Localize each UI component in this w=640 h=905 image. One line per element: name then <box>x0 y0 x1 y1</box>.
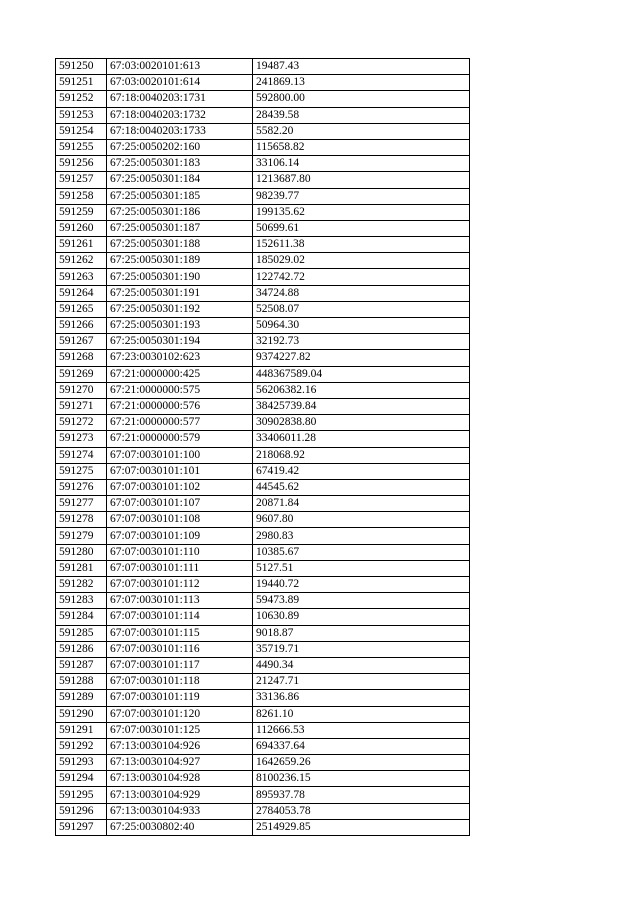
table-row <box>56 91 470 107</box>
row-number-cell: 591270 <box>56 382 107 398</box>
table-row <box>56 334 470 350</box>
table-row <box>56 722 470 738</box>
row-number-cell: 591281 <box>56 560 107 576</box>
table-row <box>56 188 470 204</box>
cadastral-number-cell: 67:07:0030101:102 <box>107 479 253 495</box>
cadastral-number-cell: 67:07:0030101:125 <box>107 722 253 738</box>
value-cell: 1213687.80 <box>253 172 470 188</box>
value-cell: 5582.20 <box>253 123 470 139</box>
row-number-cell: 591265 <box>56 301 107 317</box>
value-cell: 33136.86 <box>253 690 470 706</box>
value-cell: 19487.43 <box>253 59 470 75</box>
cadastral-number-cell: 67:07:0030101:112 <box>107 577 253 593</box>
row-number-cell: 591253 <box>56 107 107 123</box>
row-number-cell: 591280 <box>56 544 107 560</box>
value-cell: 9374227.82 <box>253 350 470 366</box>
table-row <box>56 350 470 366</box>
value-cell: 9018.87 <box>253 625 470 641</box>
cadastral-number-cell: 67:25:0050301:194 <box>107 334 253 350</box>
value-cell: 694337.64 <box>253 738 470 754</box>
row-number-cell: 591271 <box>56 398 107 414</box>
row-number-cell: 591297 <box>56 819 107 835</box>
value-cell: 1642659.26 <box>253 755 470 771</box>
cadastral-number-cell: 67:21:0000000:577 <box>107 415 253 431</box>
table-row <box>56 318 470 334</box>
cadastral-number-cell: 67:25:0050301:193 <box>107 318 253 334</box>
table-row <box>56 59 470 75</box>
row-number-cell: 591295 <box>56 787 107 803</box>
cadastral-number-cell: 67:21:0000000:576 <box>107 398 253 414</box>
cadastral-number-cell: 67:07:0030101:110 <box>107 544 253 560</box>
row-number-cell: 591254 <box>56 123 107 139</box>
value-cell: 218068.92 <box>253 447 470 463</box>
cadastral-number-cell: 67:18:0040203:1731 <box>107 91 253 107</box>
row-number-cell: 591288 <box>56 674 107 690</box>
row-number-cell: 591255 <box>56 139 107 155</box>
cadastral-number-cell: 67:25:0050301:188 <box>107 237 253 253</box>
row-number-cell: 591267 <box>56 334 107 350</box>
value-cell: 28439.58 <box>253 107 470 123</box>
value-cell: 32192.73 <box>253 334 470 350</box>
row-number-cell: 591266 <box>56 318 107 334</box>
value-cell: 30902838.80 <box>253 415 470 431</box>
value-cell: 2784053.78 <box>253 803 470 819</box>
value-cell: 10385.67 <box>253 544 470 560</box>
table-row <box>56 560 470 576</box>
value-cell: 52508.07 <box>253 301 470 317</box>
value-cell: 4490.34 <box>253 657 470 673</box>
row-number-cell: 591296 <box>56 803 107 819</box>
row-number-cell: 591269 <box>56 366 107 382</box>
value-cell: 2514929.85 <box>253 819 470 835</box>
value-cell: 185029.02 <box>253 253 470 269</box>
value-cell: 895937.78 <box>253 787 470 803</box>
cadastral-number-cell: 67:07:0030101:117 <box>107 657 253 673</box>
row-number-cell: 591259 <box>56 204 107 220</box>
value-cell: 2980.83 <box>253 528 470 544</box>
value-cell: 122742.72 <box>253 269 470 285</box>
cadastral-number-cell: 67:07:0030101:119 <box>107 690 253 706</box>
table-row <box>56 690 470 706</box>
value-cell: 59473.89 <box>253 593 470 609</box>
cadastral-number-cell: 67:07:0030101:108 <box>107 512 253 528</box>
table-row <box>56 625 470 641</box>
value-cell: 38425739.84 <box>253 398 470 414</box>
cadastral-number-cell: 67:25:0050301:185 <box>107 188 253 204</box>
cadastral-number-cell: 67:25:0050301:190 <box>107 269 253 285</box>
row-number-cell: 591278 <box>56 512 107 528</box>
table-row <box>56 156 470 172</box>
cadastral-number-cell: 67:13:0030104:929 <box>107 787 253 803</box>
table-row <box>56 706 470 722</box>
cadastral-number-cell: 67:21:0000000:425 <box>107 366 253 382</box>
row-number-cell: 591287 <box>56 657 107 673</box>
cadastral-number-cell: 67:07:0030101:101 <box>107 463 253 479</box>
cadastral-number-cell: 67:25:0030802:40 <box>107 819 253 835</box>
cadastral-number-cell: 67:25:0050301:192 <box>107 301 253 317</box>
row-number-cell: 591260 <box>56 220 107 236</box>
cadastral-number-cell: 67:07:0030101:114 <box>107 609 253 625</box>
value-cell: 67419.42 <box>253 463 470 479</box>
value-cell: 199135.62 <box>253 204 470 220</box>
row-number-cell: 591274 <box>56 447 107 463</box>
cadastral-number-cell: 67:25:0050301:189 <box>107 253 253 269</box>
table-row <box>56 609 470 625</box>
table-row <box>56 512 470 528</box>
table-row <box>56 123 470 139</box>
table-row <box>56 738 470 754</box>
value-cell: 115658.82 <box>253 139 470 155</box>
row-number-cell: 591284 <box>56 609 107 625</box>
table-row <box>56 301 470 317</box>
value-cell: 8100236.15 <box>253 771 470 787</box>
value-cell: 152611.38 <box>253 237 470 253</box>
table-row <box>56 447 470 463</box>
table-row <box>56 496 470 512</box>
value-cell: 9607.80 <box>253 512 470 528</box>
cadastral-number-cell: 67:13:0030104:927 <box>107 755 253 771</box>
cadastral-number-cell: 67:25:0050301:183 <box>107 156 253 172</box>
row-number-cell: 591262 <box>56 253 107 269</box>
table-row <box>56 803 470 819</box>
row-number-cell: 591272 <box>56 415 107 431</box>
row-number-cell: 591264 <box>56 285 107 301</box>
value-cell: 56206382.16 <box>253 382 470 398</box>
table-row <box>56 139 470 155</box>
cadastral-number-cell: 67:13:0030104:933 <box>107 803 253 819</box>
value-cell: 112666.53 <box>253 722 470 738</box>
value-cell: 33106.14 <box>253 156 470 172</box>
row-number-cell: 591275 <box>56 463 107 479</box>
cadastral-value-table <box>55 58 470 836</box>
table-body <box>56 59 470 836</box>
cadastral-number-cell: 67:18:0040203:1732 <box>107 107 253 123</box>
table-row <box>56 674 470 690</box>
table-row <box>56 528 470 544</box>
row-number-cell: 591282 <box>56 577 107 593</box>
row-number-cell: 591273 <box>56 431 107 447</box>
table-row <box>56 285 470 301</box>
cadastral-number-cell: 67:07:0030101:111 <box>107 560 253 576</box>
table-row <box>56 819 470 835</box>
cadastral-number-cell: 67:21:0000000:579 <box>107 431 253 447</box>
value-cell: 35719.71 <box>253 641 470 657</box>
row-number-cell: 591258 <box>56 188 107 204</box>
table-row <box>56 366 470 382</box>
row-number-cell: 591277 <box>56 496 107 512</box>
cadastral-number-cell: 67:03:0020101:614 <box>107 75 253 91</box>
table-row <box>56 577 470 593</box>
value-cell: 10630.89 <box>253 609 470 625</box>
table-row <box>56 253 470 269</box>
value-cell: 21247.71 <box>253 674 470 690</box>
table-row <box>56 75 470 91</box>
cadastral-number-cell: 67:25:0050301:186 <box>107 204 253 220</box>
value-cell: 44545.62 <box>253 479 470 495</box>
row-number-cell: 591292 <box>56 738 107 754</box>
table-row <box>56 107 470 123</box>
value-cell: 241869.13 <box>253 75 470 91</box>
row-number-cell: 591291 <box>56 722 107 738</box>
value-cell: 98239.77 <box>253 188 470 204</box>
table-row <box>56 382 470 398</box>
cadastral-number-cell: 67:25:0050301:184 <box>107 172 253 188</box>
row-number-cell: 591276 <box>56 479 107 495</box>
table-row <box>56 771 470 787</box>
row-number-cell: 591252 <box>56 91 107 107</box>
row-number-cell: 591257 <box>56 172 107 188</box>
row-number-cell: 591294 <box>56 771 107 787</box>
value-cell: 20871.84 <box>253 496 470 512</box>
row-number-cell: 591268 <box>56 350 107 366</box>
table-row <box>56 463 470 479</box>
cadastral-number-cell: 67:13:0030104:926 <box>107 738 253 754</box>
row-number-cell: 591289 <box>56 690 107 706</box>
row-number-cell: 591293 <box>56 755 107 771</box>
cadastral-number-cell: 67:07:0030101:116 <box>107 641 253 657</box>
table-row <box>56 172 470 188</box>
table-row <box>56 269 470 285</box>
cadastral-number-cell: 67:25:0050301:191 <box>107 285 253 301</box>
cadastral-number-cell: 67:25:0050202:160 <box>107 139 253 155</box>
value-cell: 448367589.04 <box>253 366 470 382</box>
cadastral-number-cell: 67:23:0030102:623 <box>107 350 253 366</box>
table-row <box>56 657 470 673</box>
table-row <box>56 755 470 771</box>
value-cell: 5127.51 <box>253 560 470 576</box>
row-number-cell: 591261 <box>56 237 107 253</box>
value-cell: 8261.10 <box>253 706 470 722</box>
row-number-cell: 591283 <box>56 593 107 609</box>
cadastral-number-cell: 67:03:0020101:613 <box>107 59 253 75</box>
value-cell: 34724.88 <box>253 285 470 301</box>
table-row <box>56 593 470 609</box>
cadastral-number-cell: 67:13:0030104:928 <box>107 771 253 787</box>
cadastral-number-cell: 67:07:0030101:100 <box>107 447 253 463</box>
cadastral-number-cell: 67:21:0000000:575 <box>107 382 253 398</box>
row-number-cell: 591250 <box>56 59 107 75</box>
row-number-cell: 591279 <box>56 528 107 544</box>
table-row <box>56 220 470 236</box>
row-number-cell: 591290 <box>56 706 107 722</box>
cadastral-number-cell: 67:07:0030101:118 <box>107 674 253 690</box>
value-cell: 592800.00 <box>253 91 470 107</box>
table-row <box>56 479 470 495</box>
cadastral-number-cell: 67:07:0030101:113 <box>107 593 253 609</box>
table-row <box>56 204 470 220</box>
cadastral-number-cell: 67:07:0030101:109 <box>107 528 253 544</box>
value-cell: 19440.72 <box>253 577 470 593</box>
row-number-cell: 591256 <box>56 156 107 172</box>
row-number-cell: 591286 <box>56 641 107 657</box>
table-row <box>56 398 470 414</box>
row-number-cell: 591263 <box>56 269 107 285</box>
table-row <box>56 415 470 431</box>
cadastral-number-cell: 67:07:0030101:115 <box>107 625 253 641</box>
cadastral-number-cell: 67:25:0050301:187 <box>107 220 253 236</box>
table-row <box>56 641 470 657</box>
cadastral-number-cell: 67:07:0030101:120 <box>107 706 253 722</box>
value-cell: 50699.61 <box>253 220 470 236</box>
value-cell: 50964.30 <box>253 318 470 334</box>
cadastral-number-cell: 67:18:0040203:1733 <box>107 123 253 139</box>
table-row <box>56 787 470 803</box>
row-number-cell: 591285 <box>56 625 107 641</box>
cadastral-number-cell: 67:07:0030101:107 <box>107 496 253 512</box>
table-row <box>56 431 470 447</box>
row-number-cell: 591251 <box>56 75 107 91</box>
value-cell: 33406011.28 <box>253 431 470 447</box>
table-row <box>56 544 470 560</box>
table-row <box>56 237 470 253</box>
